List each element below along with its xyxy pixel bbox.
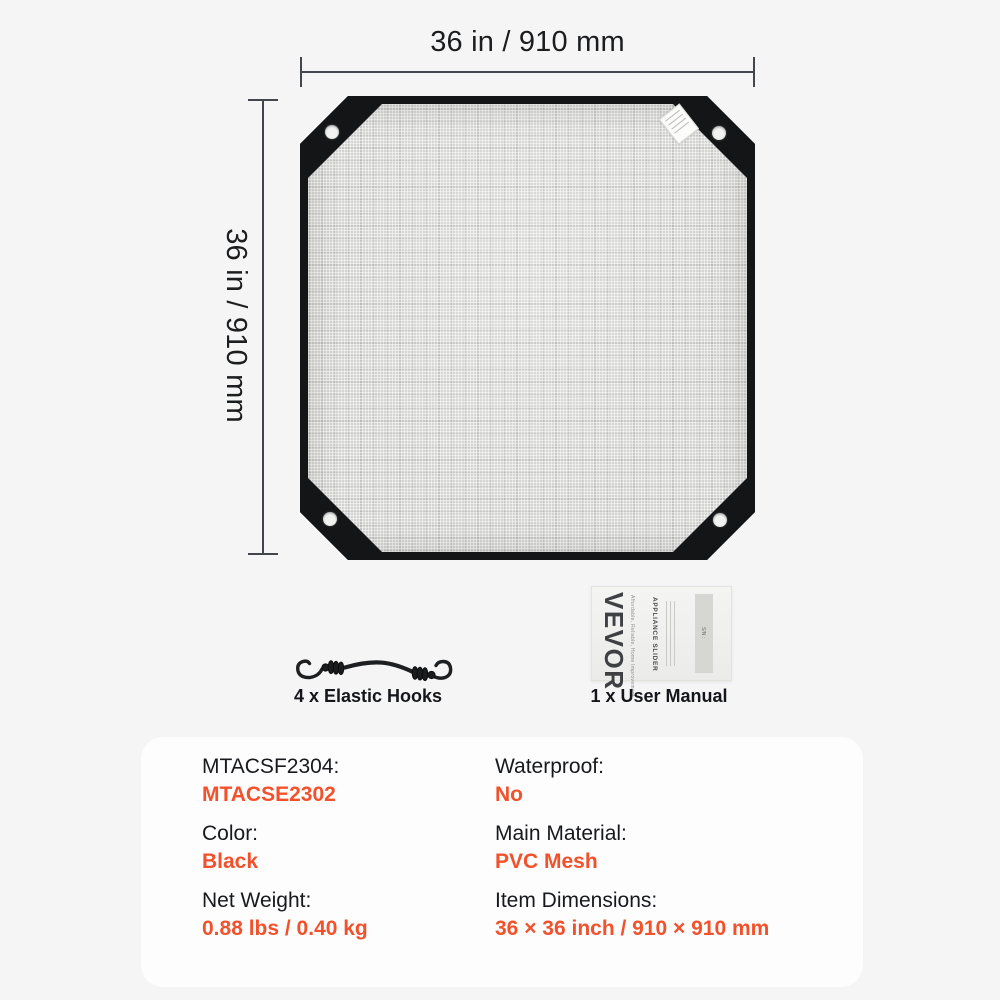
top-dimension-line (300, 71, 755, 73)
manual-text-line (666, 601, 667, 666)
hooks-caption: 4 x Elastic Hooks (293, 686, 443, 706)
spec-panel (141, 737, 863, 987)
manual-title: APPLIANCE SLIDER (651, 597, 658, 672)
manual-text-line (670, 601, 671, 666)
top-dimension-label: 36 in / 910 mm (430, 26, 625, 58)
spec-value: No (495, 783, 523, 806)
manual-tagline: Affordable, Reliable, Home Improvement (629, 595, 635, 697)
spec-value: Black (202, 850, 259, 873)
manual-caption: 1 x User Manual (590, 686, 728, 706)
spec-value: MTACSE2302 (202, 783, 336, 806)
left-dimension-line (262, 100, 264, 555)
left-dimension-tick-top (248, 99, 278, 101)
grommet-top-right (712, 126, 726, 140)
spec-label: Main Material: (495, 822, 627, 845)
vevor-logo: VEVOR (599, 592, 629, 691)
spec-weight (202, 887, 368, 943)
grommet-bottom-left (323, 512, 337, 526)
top-dimension-tick-left (300, 57, 302, 87)
spec-value: 36 × 36 inch / 910 × 910 mm (495, 917, 770, 940)
grommet-bottom-right (713, 513, 727, 527)
spec-material (495, 820, 627, 876)
spec-color (202, 820, 258, 876)
spec-label: Net Weight: (202, 889, 312, 912)
manual-serial-bar (695, 594, 713, 673)
grommet-top-left (325, 125, 339, 139)
spec-value: PVC Mesh (495, 850, 598, 873)
left-dimension-label: 36 in / 910 mm (220, 228, 252, 423)
spec-label: MTACSF2304: (202, 755, 340, 778)
spec-value: 0.88 lbs / 0.40 kg (202, 917, 368, 940)
pvc-mesh-surface (308, 104, 747, 552)
spec-dimensions (495, 887, 769, 943)
top-dimension-tick-right (753, 57, 755, 87)
spec-label: Color: (202, 822, 259, 845)
spec-label: Item Dimensions: (495, 889, 658, 912)
manual-serial-label: S/N : (700, 627, 706, 639)
mesh-cover-photo (300, 96, 755, 560)
spec-waterproof (495, 753, 604, 809)
left-dimension-tick-bottom (248, 553, 278, 555)
spec-model (202, 753, 339, 809)
elastic-hook-image (288, 648, 453, 686)
manual-text-line (674, 601, 675, 666)
spec-label: Waterproof: (495, 755, 604, 778)
